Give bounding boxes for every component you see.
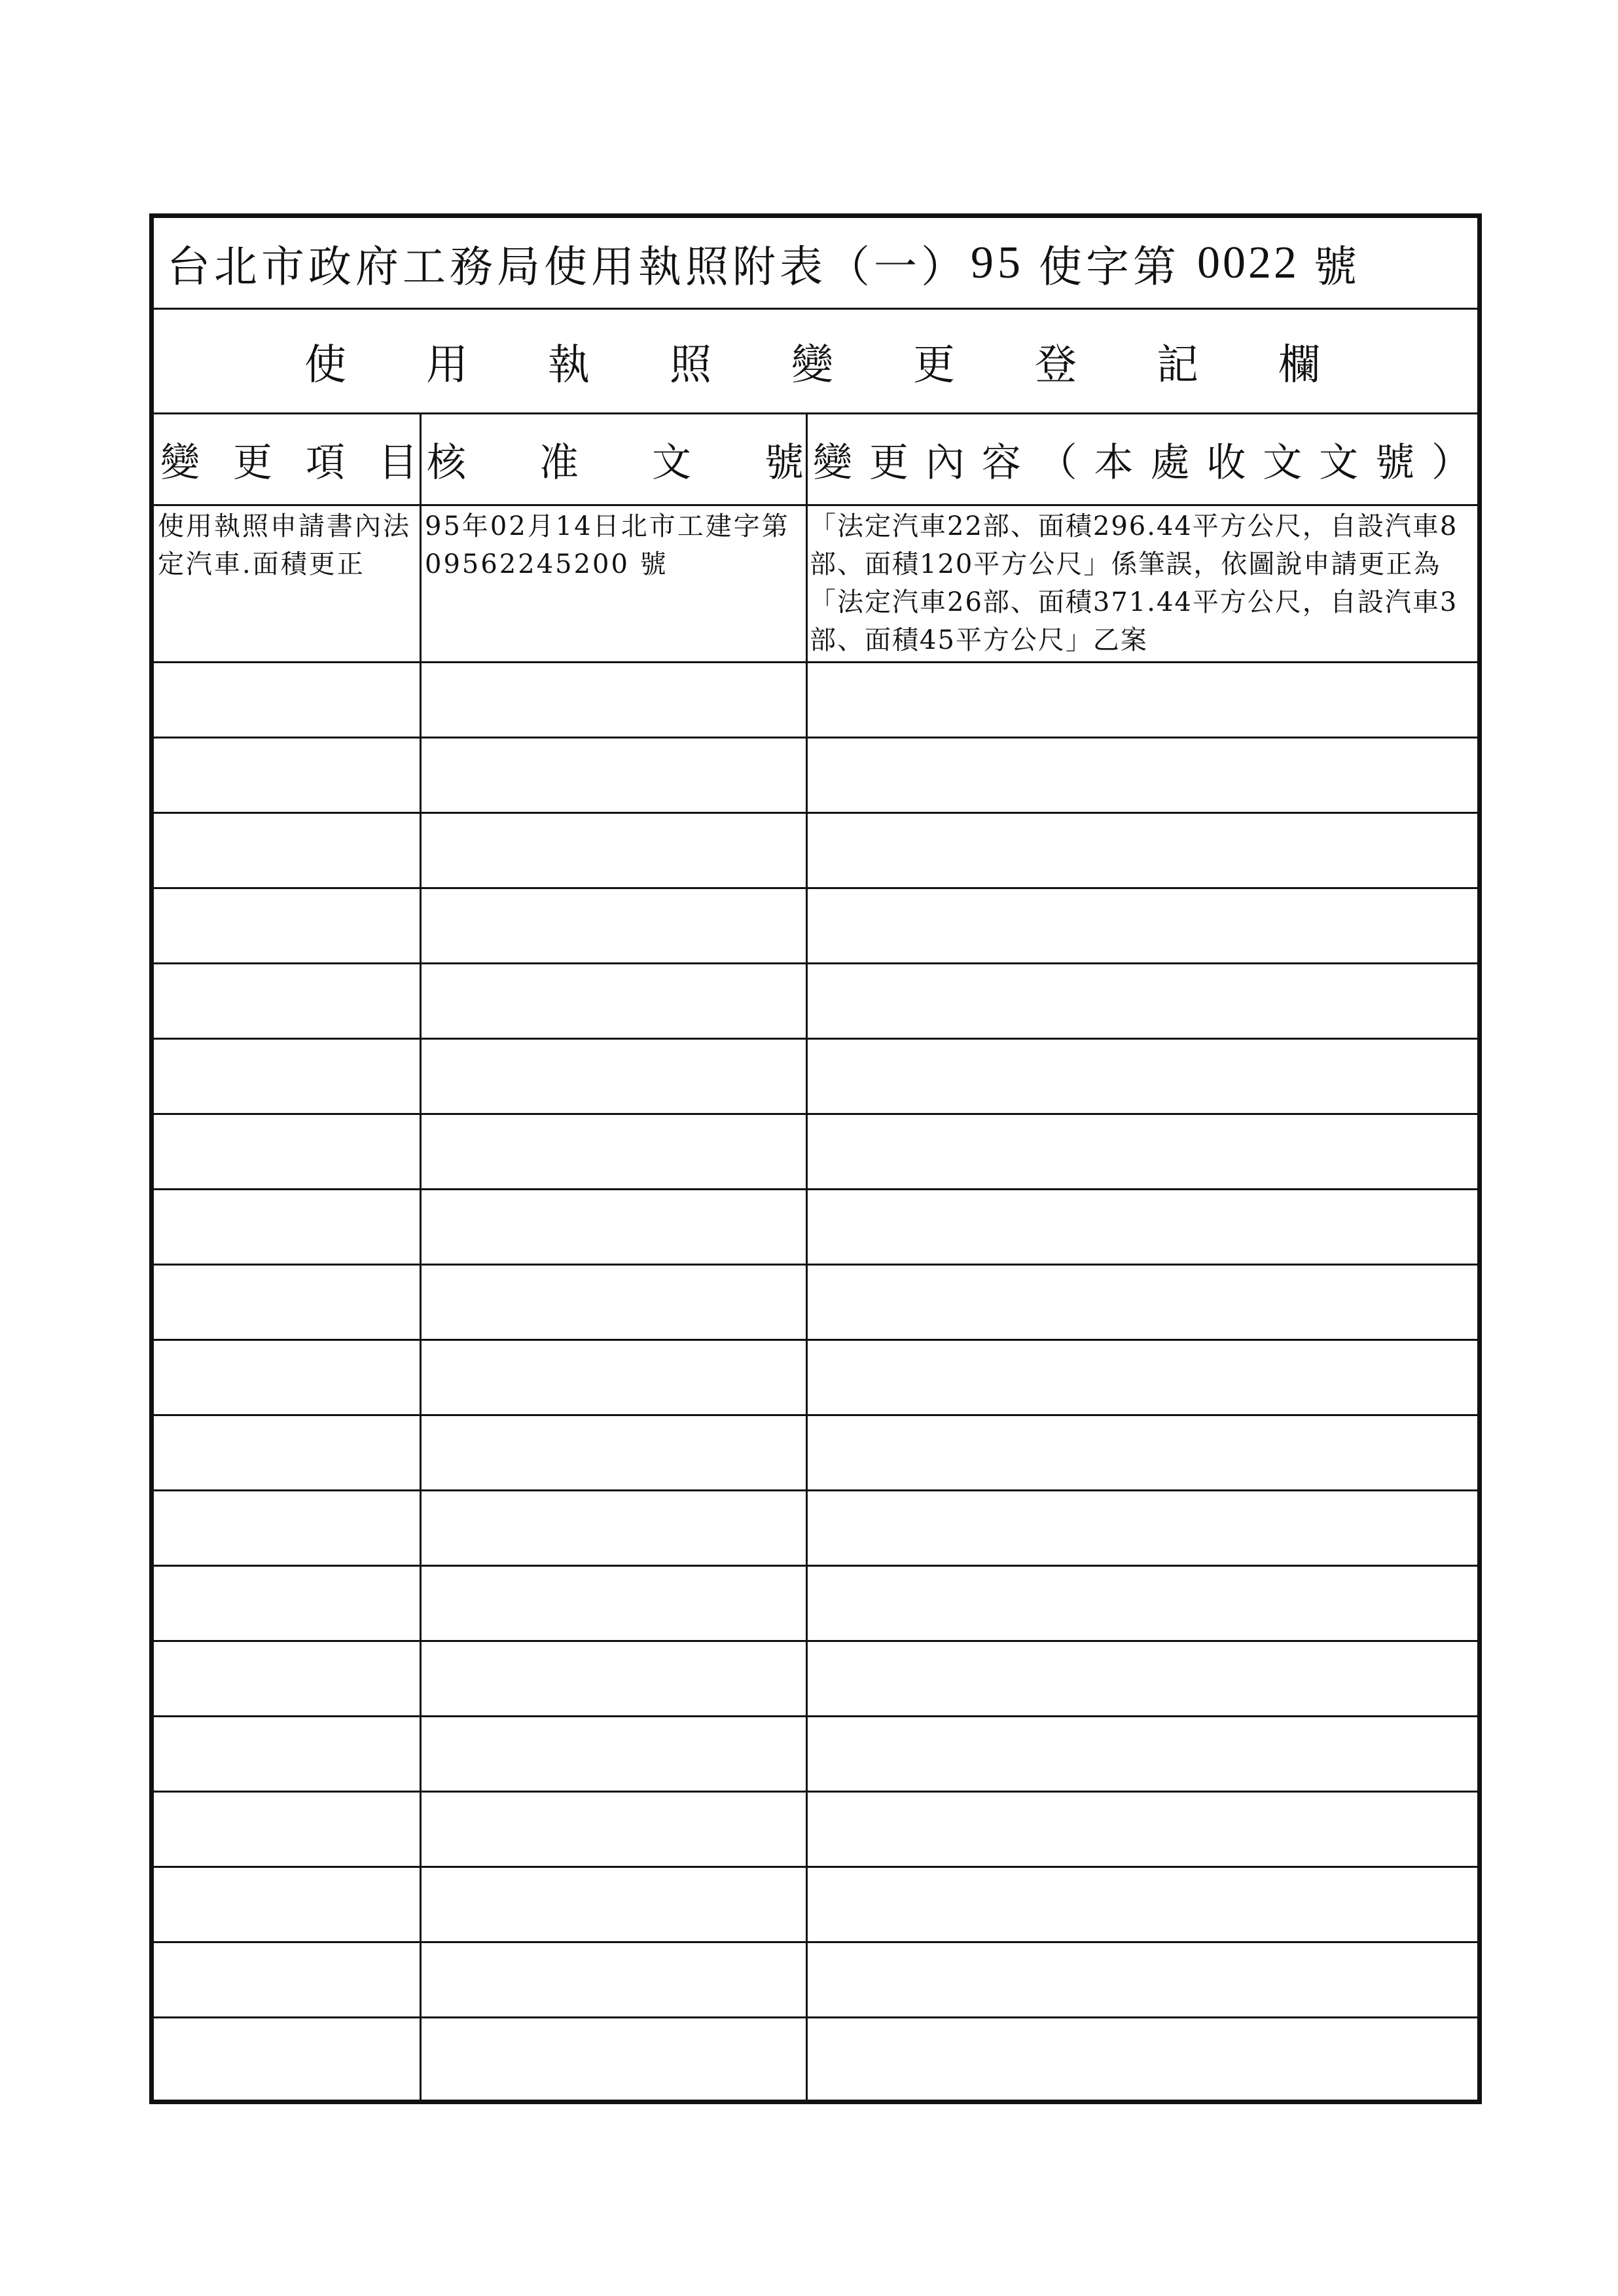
header-char: 文 (652, 439, 691, 486)
title-word: 使字第 (1039, 242, 1180, 292)
subtitle-char: 記 (1157, 340, 1198, 390)
header-char: 本 (1094, 439, 1134, 486)
blank-row (154, 814, 1477, 889)
blank-row (154, 1793, 1477, 1868)
cell-change-item: 使用執照申請書內法定汽車.面積更正 (158, 511, 411, 579)
header-char: 更 (233, 439, 272, 486)
blank-rows (154, 663, 1477, 2100)
header-char: 准 (539, 439, 579, 486)
header-char: ） (1431, 439, 1471, 486)
blank-row (154, 1868, 1477, 1943)
header-char: 容 (981, 439, 1021, 486)
subtitle-char: 照 (670, 340, 711, 390)
blank-row (154, 1341, 1477, 1416)
title-main: 台北市政府工務局使用執照附表（一） (167, 242, 968, 292)
blank-row (154, 1642, 1477, 1717)
header-char: 變 (160, 439, 200, 486)
header-change-content (808, 414, 1477, 504)
cell-change-content: 「法定汽車22部、面積296.44平方公尺，自設汽車8部、面積120平方公尺」係筆誤，依圖說申請更正為「法定汽車26部、面積371.44平方公尺，自設汽車3部、面積45平方公尺」乙案 (810, 511, 1458, 655)
header-char: 變 (813, 439, 852, 486)
table-header (154, 414, 1477, 506)
column-divider (420, 414, 422, 2100)
header-char: （ (1037, 439, 1077, 486)
title-year: 95 (971, 237, 1024, 288)
subtitle-char: 用 (426, 340, 468, 390)
header-approval-no (422, 414, 808, 504)
blank-row (154, 1717, 1477, 1793)
subtitle-char: 使 (304, 340, 346, 390)
blank-row (154, 1115, 1477, 1190)
header-char: 項 (306, 439, 345, 486)
blank-row (154, 1040, 1477, 1115)
blank-row (154, 738, 1477, 814)
title-suffix: 號 (1314, 242, 1361, 292)
blank-row (154, 964, 1477, 1040)
subtitle-char: 登 (1035, 340, 1077, 390)
header-char: 號 (1375, 439, 1415, 486)
table-row (154, 506, 1477, 663)
blank-row (154, 1416, 1477, 1491)
header-change-item (154, 414, 422, 504)
subtitle-char: 更 (913, 340, 955, 390)
header-char: 處 (1150, 439, 1190, 486)
header-char: 目 (378, 439, 418, 486)
blank-row (154, 1943, 1477, 2018)
title-number: 0022 (1197, 237, 1299, 288)
subtitle-char: 欄 (1278, 340, 1320, 390)
form-title (154, 218, 1477, 310)
header-char: 收 (1206, 439, 1246, 486)
blank-row (154, 1190, 1477, 1266)
header-char: 號 (764, 439, 804, 486)
subtitle-char: 執 (548, 340, 590, 390)
form-subtitle (154, 310, 1477, 414)
column-divider (806, 414, 808, 2100)
blank-row (154, 663, 1477, 738)
blank-row (154, 889, 1477, 964)
header-char: 文 (1263, 439, 1303, 486)
subtitle-char: 變 (791, 340, 833, 390)
header-char: 文 (1319, 439, 1359, 486)
blank-row (154, 2018, 1477, 2094)
cell-approval-no: 95年02月14日北市工建字第 09562245200 號 (425, 511, 790, 579)
header-char: 核 (427, 439, 466, 486)
license-change-form (149, 213, 1482, 2104)
blank-row (154, 1266, 1477, 1341)
blank-row (154, 1567, 1477, 1642)
blank-row (154, 1491, 1477, 1567)
header-char: 內 (925, 439, 965, 486)
header-char: 更 (869, 439, 908, 486)
